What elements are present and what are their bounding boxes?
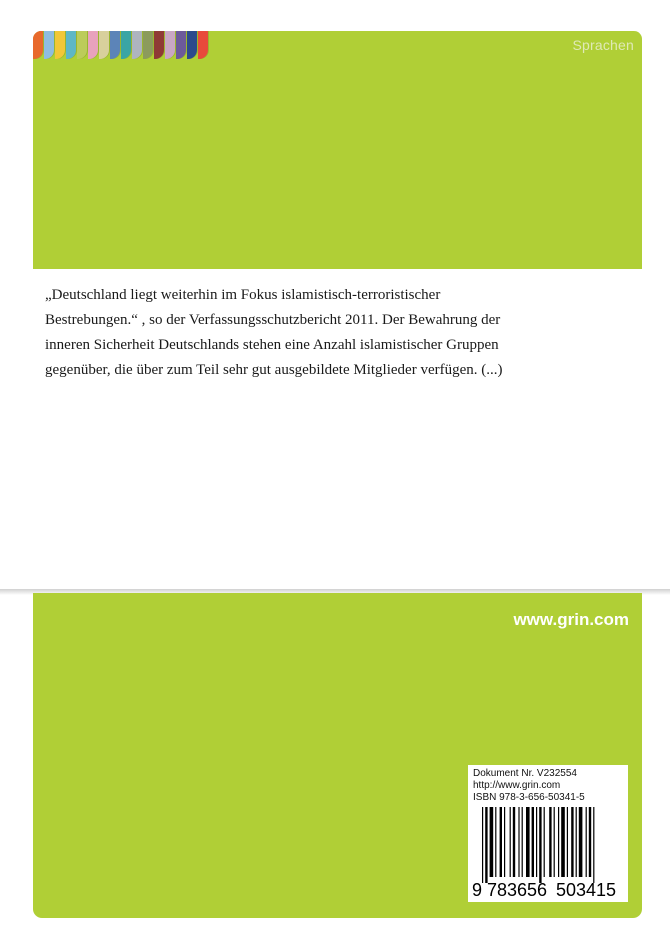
category-label: Sprachen (572, 37, 634, 53)
barcode-bar (490, 807, 494, 877)
barcode-bar (544, 807, 545, 877)
site-url-label: www.grin.com (513, 610, 629, 629)
color-stripe (176, 31, 186, 59)
color-stripe (187, 31, 197, 59)
document-number: Dokument Nr. V232554 (473, 768, 577, 779)
barcode-bar (593, 807, 594, 883)
color-stripe (143, 31, 153, 59)
barcode-bar (518, 807, 519, 877)
barcode-bar (567, 807, 568, 877)
isbn-text: ISBN 978-3-656-50341-5 (473, 792, 585, 803)
barcode-digit-group-right: 503415 (556, 880, 617, 900)
color-stripe (198, 31, 208, 59)
barcode-bar (504, 807, 505, 877)
color-stripe (44, 31, 54, 59)
barcode-bar (536, 807, 537, 877)
barcode-bar (495, 807, 496, 877)
barcode-bar (561, 807, 565, 877)
blurb-line: „Deutschland liegt weiterhin im Fokus islamistisch-terroristischer (45, 287, 441, 303)
color-stripe (77, 31, 87, 59)
barcode-bar (522, 807, 523, 877)
barcode-digit-group-left: 783656 (487, 880, 548, 900)
color-stripe (110, 31, 120, 59)
color-stripe (88, 31, 98, 59)
barcode-bar (500, 807, 502, 877)
barcode-bar (513, 807, 515, 877)
barcode-bar (532, 807, 534, 877)
barcode-digits (472, 878, 624, 900)
barcode-bar (485, 807, 487, 883)
color-stripe (66, 31, 76, 59)
barcode-bar (579, 807, 583, 877)
barcode-icon (472, 807, 624, 883)
blurb-text (45, 283, 605, 383)
cover-top-panel (33, 31, 642, 269)
barcode-digit-lead: 9 (472, 880, 483, 900)
document-meta (473, 768, 585, 804)
barcode-bar (554, 807, 555, 877)
barcode-box (468, 765, 628, 902)
color-stripe (99, 31, 109, 59)
barcode-bar (576, 807, 577, 877)
blurb-line: inneren Sicherheit Deutschlands stehen eine Anzahl islamistischer Gruppen (45, 337, 499, 353)
barcode-bar (510, 807, 511, 877)
color-stripe (132, 31, 142, 59)
barcode-bar (526, 807, 530, 877)
barcode-bar (549, 807, 551, 877)
color-stripe (55, 31, 65, 59)
color-stripe (165, 31, 175, 59)
barcode-bar (586, 807, 587, 877)
color-stripe (121, 31, 131, 59)
barcode-bar (571, 807, 573, 877)
barcode-bar (558, 807, 559, 877)
color-stripes (33, 31, 209, 59)
barcode-bar (482, 807, 483, 883)
color-stripe (33, 31, 43, 59)
blurb-line: Bestrebungen.“ , so der Verfassungsschutzbericht 2011. Der Bewahrung der (45, 312, 501, 328)
barcode-bar (539, 807, 541, 883)
color-stripe (154, 31, 164, 59)
document-url: http://www.grin.com (473, 780, 561, 791)
blurb-line: gegenüber, die über zum Teil sehr gut ausgebildete Mitglieder verfügen. (...) (45, 362, 503, 378)
barcode-bar (589, 807, 591, 877)
